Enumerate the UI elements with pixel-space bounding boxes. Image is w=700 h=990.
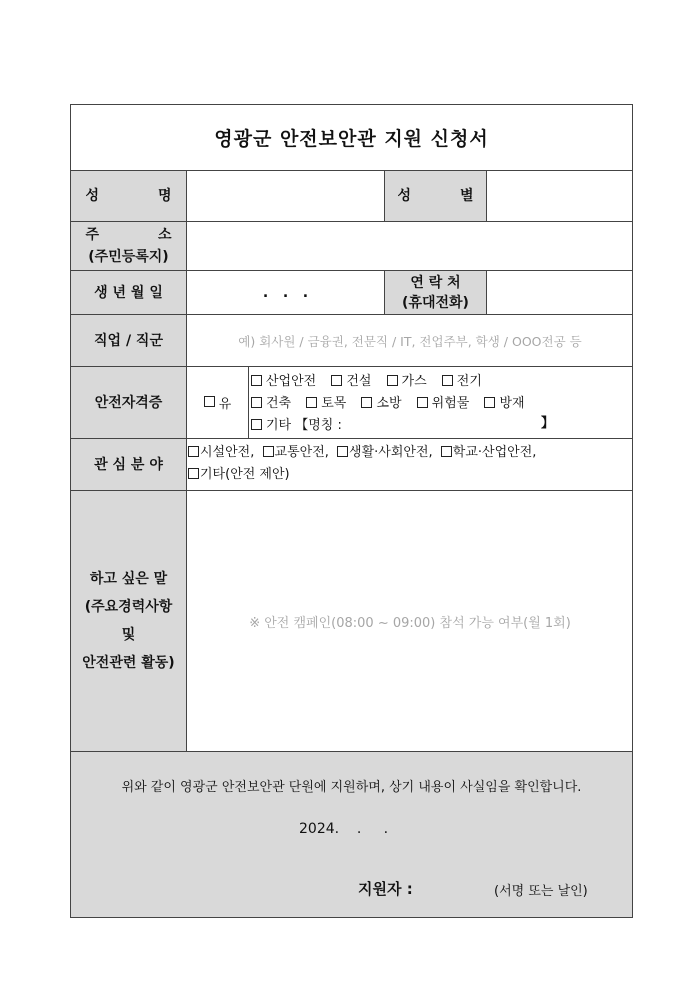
interest-option[interactable] xyxy=(337,445,433,460)
checkbox-icon xyxy=(417,397,428,408)
checkbox-icon xyxy=(204,396,215,407)
checkbox-icon xyxy=(337,446,348,457)
interest-option-label: 교통안전, xyxy=(274,445,329,460)
gender-field[interactable] xyxy=(487,171,633,221)
cert-option-label: 소방 xyxy=(376,396,402,411)
message-label-line: (주요경력사항 xyxy=(84,599,173,615)
cert-option-label: 전기 xyxy=(456,374,482,389)
checkbox-icon xyxy=(306,397,317,408)
application-form xyxy=(70,104,633,918)
birth-label: 생 년 월 일 xyxy=(71,271,186,314)
cert-option-label: 위험물 xyxy=(431,396,470,411)
name-field[interactable] xyxy=(187,171,384,221)
interest-option-label: 학교·산업안전, xyxy=(452,445,537,460)
interest-option-label: 생활·사회안전, xyxy=(349,445,433,460)
cert-option[interactable] xyxy=(251,374,316,389)
job-field[interactable]: 예) 회사원 / 금융권, 전문직 / IT, 전업주부, 학생 / OOO전공 등 xyxy=(238,333,582,349)
address-label-char: 주 xyxy=(85,227,100,243)
name-label xyxy=(71,171,186,221)
cert-yes-label: 유 xyxy=(218,397,232,412)
address-sublabel: (주민등록지) xyxy=(88,249,169,265)
cert-option[interactable] xyxy=(387,374,427,389)
interest-other-option[interactable] xyxy=(188,467,290,482)
checkbox-icon xyxy=(263,446,274,457)
cert-option-label: 산업안전 xyxy=(266,374,317,389)
cert-option[interactable] xyxy=(331,374,371,389)
name-label-char: 성 xyxy=(85,188,100,204)
address-label-char: 소 xyxy=(157,227,172,243)
cert-option-label: 건설 xyxy=(346,374,372,389)
interest-options-row xyxy=(188,442,632,464)
address-label xyxy=(71,222,186,270)
cert-label: 안전자격증 xyxy=(71,367,186,438)
interest-label: 관 심 분 야 xyxy=(71,439,186,490)
address-field[interactable] xyxy=(187,222,633,270)
message-label xyxy=(71,491,186,751)
contact-field[interactable] xyxy=(487,271,633,314)
contact-label-text: 연 락 처 xyxy=(410,274,461,291)
cert-option[interactable] xyxy=(484,396,524,411)
message-label-line: 및 xyxy=(121,627,136,643)
checkbox-icon xyxy=(188,446,199,457)
interest-other-label: 기타(안전 제안) xyxy=(200,467,290,482)
cert-option-label: 토목 xyxy=(321,396,347,411)
contact-sublabel: (휴대전화) xyxy=(402,294,469,311)
checkbox-icon xyxy=(484,397,495,408)
checkbox-icon xyxy=(387,375,398,386)
job-label: 직업 / 직군 xyxy=(71,315,186,366)
cert-option-label: 방재 xyxy=(499,396,525,411)
cert-options-row xyxy=(251,369,631,391)
message-label-line: 하고 싶은 말 xyxy=(89,571,168,587)
checkbox-icon xyxy=(188,468,199,479)
checkbox-icon xyxy=(442,375,453,386)
checkbox-icon xyxy=(251,375,262,386)
cert-option[interactable] xyxy=(251,396,291,411)
form-title: 영광군 안전보안관 지원 신청서 xyxy=(214,128,489,150)
cert-options-row xyxy=(251,413,631,435)
cert-yes-option[interactable] xyxy=(187,367,248,438)
gender-label xyxy=(385,171,486,221)
interest-option[interactable] xyxy=(263,445,329,460)
name-label-char: 명 xyxy=(157,188,172,204)
cert-option[interactable] xyxy=(306,396,346,411)
declaration-section xyxy=(71,752,632,917)
contact-label xyxy=(385,271,486,314)
message-field[interactable]: ※ 안전 캠페인(08:00 ~ 09:00) 참석 가능 여부(월 1회) xyxy=(249,615,571,631)
interest-options-row xyxy=(188,464,632,486)
gender-label-char: 성 xyxy=(397,188,412,204)
birth-field[interactable]: . . . xyxy=(262,284,309,301)
cert-other-option[interactable] xyxy=(251,418,342,433)
cert-options xyxy=(251,369,631,437)
cert-other-label: 기타 【명칭 : xyxy=(266,418,342,433)
date-field[interactable]: 2024. . . xyxy=(299,821,389,837)
declaration-text: 위와 같이 영광군 안전보안관 단원에 지원하며, 상기 내용이 사실임을 확인합니다. xyxy=(121,780,582,795)
gender-label-char: 별 xyxy=(459,188,474,204)
checkbox-icon xyxy=(251,419,262,430)
interest-option[interactable] xyxy=(441,445,537,460)
cert-option[interactable] xyxy=(361,396,401,411)
cert-option[interactable] xyxy=(417,396,470,411)
signature-hint[interactable]: (서명 또는 날인) xyxy=(494,884,588,899)
cert-option-label: 건축 xyxy=(266,396,292,411)
divider xyxy=(248,366,249,438)
applicant-label: 지원자 : xyxy=(358,880,413,898)
cert-option-label: 가스 xyxy=(401,374,427,389)
message-label-line: 안전관련 활동) xyxy=(82,655,175,671)
interest-option[interactable] xyxy=(188,445,254,460)
checkbox-icon xyxy=(441,446,452,457)
interest-options xyxy=(188,442,632,488)
interest-option-label: 시설안전, xyxy=(200,445,255,460)
checkbox-icon xyxy=(251,397,262,408)
checkbox-icon xyxy=(331,375,342,386)
cert-other-close: 】 xyxy=(541,416,555,431)
cert-option[interactable] xyxy=(442,374,482,389)
checkbox-icon xyxy=(361,397,372,408)
cert-options-row xyxy=(251,391,631,413)
